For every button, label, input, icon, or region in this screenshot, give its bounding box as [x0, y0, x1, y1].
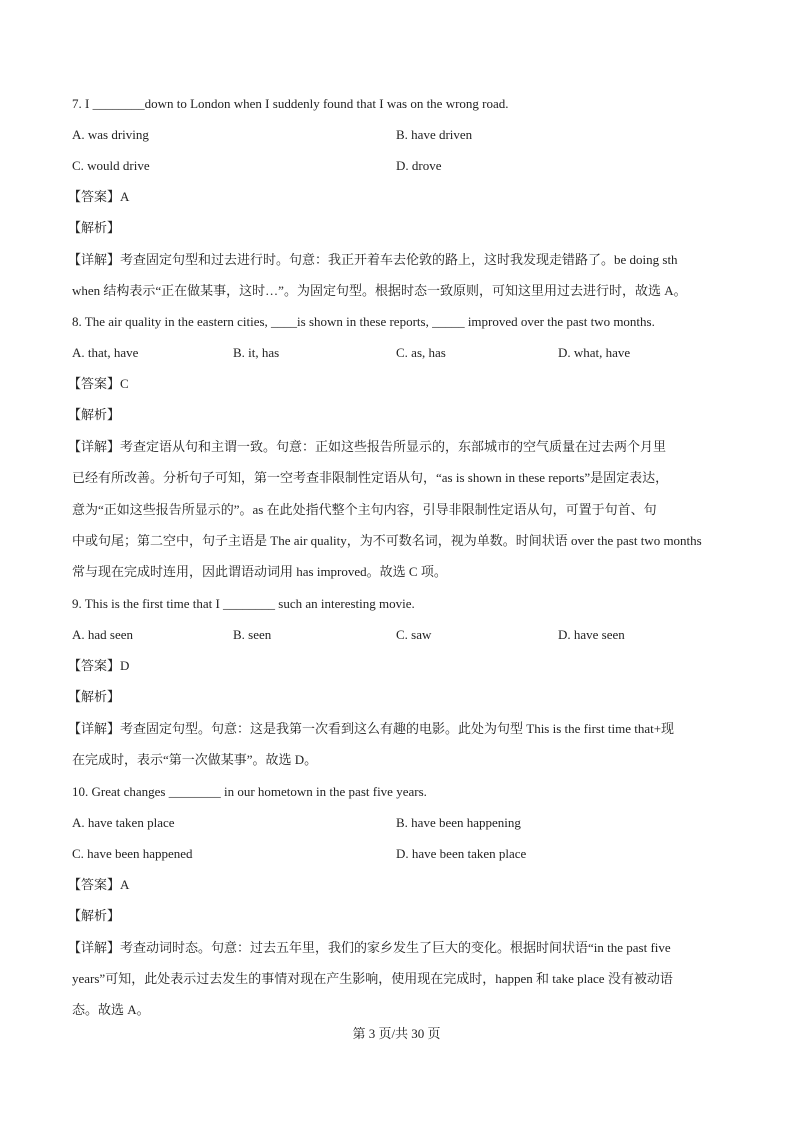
- question-8-detail-line: 中或句尾；第二空中，句子主语是 The air quality，为不可数名词，视为单数。时间状语 over the past two months: [72, 533, 702, 548]
- question-10-detail-line: 【详解】考查动词时态。句意：过去五年里，我们的家乡发生了巨大的变化。根据时间状语“in the past five: [68, 940, 671, 955]
- question-7-detail-line: 【详解】考查固定句型和过去进行时。句意：我正开着车去伦敦的路上，这时我发现走错路了。be doing sth: [68, 252, 678, 267]
- question-7-answer: 【答案】A: [68, 189, 130, 204]
- question-10-option-c: C. have been happened: [72, 846, 193, 861]
- question-10-detail-line: years”可知，此处表示过去发生的事情对现在产生影响，使用现在完成时，happen 和 take place 没有被动语: [72, 971, 673, 986]
- question-8-detail-line: 【详解】考查定语从句和主谓一致。句意：正如这些报告所显示的，东部城市的空气质量在过去两个月里: [68, 439, 667, 454]
- question-8-detail-line: 已经有所改善。分析句子可知，第一空考查非限制性定语从句，“as is shown in these reports”是固定表达，: [72, 470, 669, 485]
- question-10-option-d: D. have been taken place: [396, 846, 527, 861]
- question-7-option-b: B. have driven: [396, 127, 473, 142]
- question-9-option-b: B. seen: [233, 627, 272, 642]
- question-9-option-d: D. have seen: [558, 627, 625, 642]
- question-9-answer: 【答案】D: [68, 658, 130, 673]
- question-10-option-b: B. have been happening: [396, 815, 521, 830]
- question-8-detail-line: 意为“正如这些报告所显示的”。as 在此处指代整个主句内容，引导非限制性定语从句，可置于句首、句: [72, 502, 657, 517]
- question-8-option-b: B. it, has: [233, 345, 280, 360]
- question-7-detail-line: when 结构表示“正在做某事，这时…”。为固定句型。根据时态一致原则，可知这里用过去进行时，故选 A。: [72, 283, 687, 298]
- question-10-stem: 10. Great changes ________ in our hometown in the past five years.: [72, 784, 427, 799]
- question-10-detail-line: 态。故选 A。: [72, 1002, 150, 1017]
- question-9-option-a: A. had seen: [72, 627, 134, 642]
- question-7-option-c: C. would drive: [72, 158, 150, 173]
- question-7-analysis-label: 【解析】: [68, 220, 121, 235]
- question-7-option-d: D. drove: [396, 158, 442, 173]
- question-9-detail-line: 在完成时，表示“第一次做某事”。故选 D。: [72, 752, 318, 767]
- question-9-detail-line: 【详解】考查固定句型。句意：这是我第一次看到这么有趣的电影。此处为句型 This is the first time that+现: [68, 721, 675, 736]
- question-8-detail-line: 常与现在完成时连用，因此谓语动词用 has improved。故选 C 项。: [72, 564, 447, 579]
- question-7-stem: 7. I ________down to London when I suddenly found that I was on the wrong road.: [72, 96, 509, 111]
- question-10-answer: 【答案】A: [68, 877, 130, 892]
- question-8-stem: 8. The air quality in the eastern cities, ____is shown in these reports, _____ improved over the past two months.: [72, 314, 655, 329]
- question-9-analysis-label: 【解析】: [68, 689, 121, 704]
- question-8-option-a: A. that, have: [72, 345, 139, 360]
- question-9-option-c: C. saw: [396, 627, 432, 642]
- question-10-option-a: A. have taken place: [72, 815, 175, 830]
- question-8-analysis-label: 【解析】: [68, 407, 121, 422]
- question-10-analysis-label: 【解析】: [68, 908, 121, 923]
- question-8-option-c: C. as, has: [396, 345, 446, 360]
- question-8-answer: 【答案】C: [68, 376, 129, 391]
- question-7-option-a: A. was driving: [72, 127, 149, 142]
- page-footer: 第 3 页/共 30 页: [352, 1026, 441, 1041]
- question-9-stem: 9. This is the first time that I ________ such an interesting movie.: [72, 596, 415, 611]
- question-8-option-d: D. what, have: [558, 345, 631, 360]
